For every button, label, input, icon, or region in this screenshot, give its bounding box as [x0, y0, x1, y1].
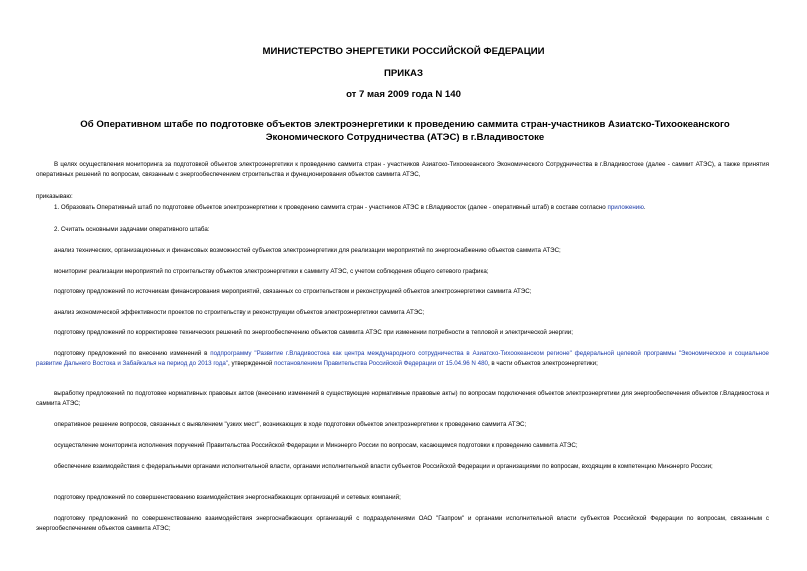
task-item: выработку предложений по подготовке нормативных правовых актов (внесению изменений в существующие нормативные правовые акты) по вопросам подключения объектов электроэнергетики для энергообеспечения объектов г.Владивостока и саммита АТЭС; — [36, 390, 769, 407]
task-6-text-2: , утвержденной — [228, 359, 273, 367]
task-item: подготовку предложений по совершенствованию взаимодействия энергоснабжающих организаций и сетевых компаний; — [54, 494, 401, 501]
subprogram-link[interactable]: подпрограмму "Развитие г.Владивостока как центра международного сотрудничества в Азиатско-Тихоокеанском регионе" федеральной целевой программы "Экономическое и социальное развитие Дальнего Востока и Забайкалья на период до 2013 года" — [36, 350, 769, 367]
task-6-text: подготовку предложений по внесению изменений в — [54, 350, 208, 357]
task-6-text-3: , в части объектов электроэнергетики; — [487, 359, 598, 367]
task-item: анализ экономической эффективности проектов по строительству и реконструкции объектов электроэнергетики саммита АТЭС; — [54, 309, 425, 316]
task-item: подготовку предложений по источникам финансирования мероприятий, связанных со строительством и реконструкцией объектов электроэнергетики саммита АТЭС; — [54, 288, 532, 295]
order-word: приказываю: — [36, 193, 73, 200]
task-item: подготовку предложений по совершенствованию взаимодействия энергоснабжающих организаций с подразделениями ОАО "Газпром" и органами исполнительной власти субъектов Российской Федерации по вопросам, связанным с энергообеспечением объектов саммита АТЭС; — [36, 515, 769, 532]
item-2-paragraph: 2. Считать основными задачами оперативного штаба: — [54, 226, 210, 233]
task-item: оперативное решение вопросов, связанных с выявлением "узких мест", возникающих в ходе подготовки объектов электроэнергетики к проведению саммита АТЭС; — [54, 421, 527, 428]
preamble-paragraph: В целях осуществления мониторинга за подготовкой объектов электроэнергетики к проведению саммита стран - участников Азиатско-Тихоокеанского Экономического Сотрудничества в г.Владивостоке (далее - саммит АТЭС), а также принятия оперативных решений по вопросам, связанным с энергообеспечением строительства и функционирования объектов саммита АТЭС, — [36, 161, 769, 178]
resolution-link[interactable]: постановлением Правительства Российской Федерации от 15.04.96 N 480 — [274, 359, 488, 367]
item-1-tail: . — [643, 204, 646, 211]
task-item: мониторинг реализации мероприятий по строительству объектов электроэнергетики к саммиту АТЭС, с учетом соблюдения общего сетевого графика; — [54, 268, 489, 275]
document-type: ПРИКАЗ — [384, 68, 423, 79]
document-title: Об Оперативном штабе по подготовке объектов электроэнергетики к проведению саммита стран-участников Азиатско-Тихоокеанского Экономического Сотрудничества (АТЭС) в г.Владивостоке — [80, 119, 730, 143]
task-item: осуществление мониторинга исполнения поручений Правительства Российской Федерации и Минэнерго России по вопросам, касающимся подготовки к проведению саммита АТЭС; — [54, 442, 578, 449]
item-1-text: 1. Образовать Оперативный штаб по подготовке объектов электроэнергетики к проведению саммита стран - участников АТЭС в г.Владивосток (далее - оперативный штаб) в составе согласно — [54, 204, 606, 211]
item-1-paragraph — [36, 203, 769, 213]
ministry-name: МИНИСТЕРСТВО ЭНЕРГЕТИКИ РОССИЙСКОЙ ФЕДЕРАЦИИ — [262, 46, 545, 57]
task-item: анализ технических, организационных и финансовых возможностей субъектов электроэнергетики для реализации мероприятий по энергоснабжению объектов саммита АТЭС; — [54, 247, 561, 254]
task-item-subprogram — [36, 349, 769, 368]
appendix-link[interactable]: приложению — [607, 204, 644, 211]
task-item: обеспечение взаимодействия с федеральными органами исполнительной власти, органами исполнительной власти субъектов Российской Федерации и организациями по вопросам, входящим в компетенцию Минэнерго России; — [54, 463, 713, 470]
document-date: от 7 мая 2009 года N 140 — [346, 89, 461, 100]
task-item: подготовку предложений по корректировке технических решений по энергообеспечению объектов саммита АТЭС при изменении потребности в тепловой и электрической энергии; — [54, 329, 573, 336]
